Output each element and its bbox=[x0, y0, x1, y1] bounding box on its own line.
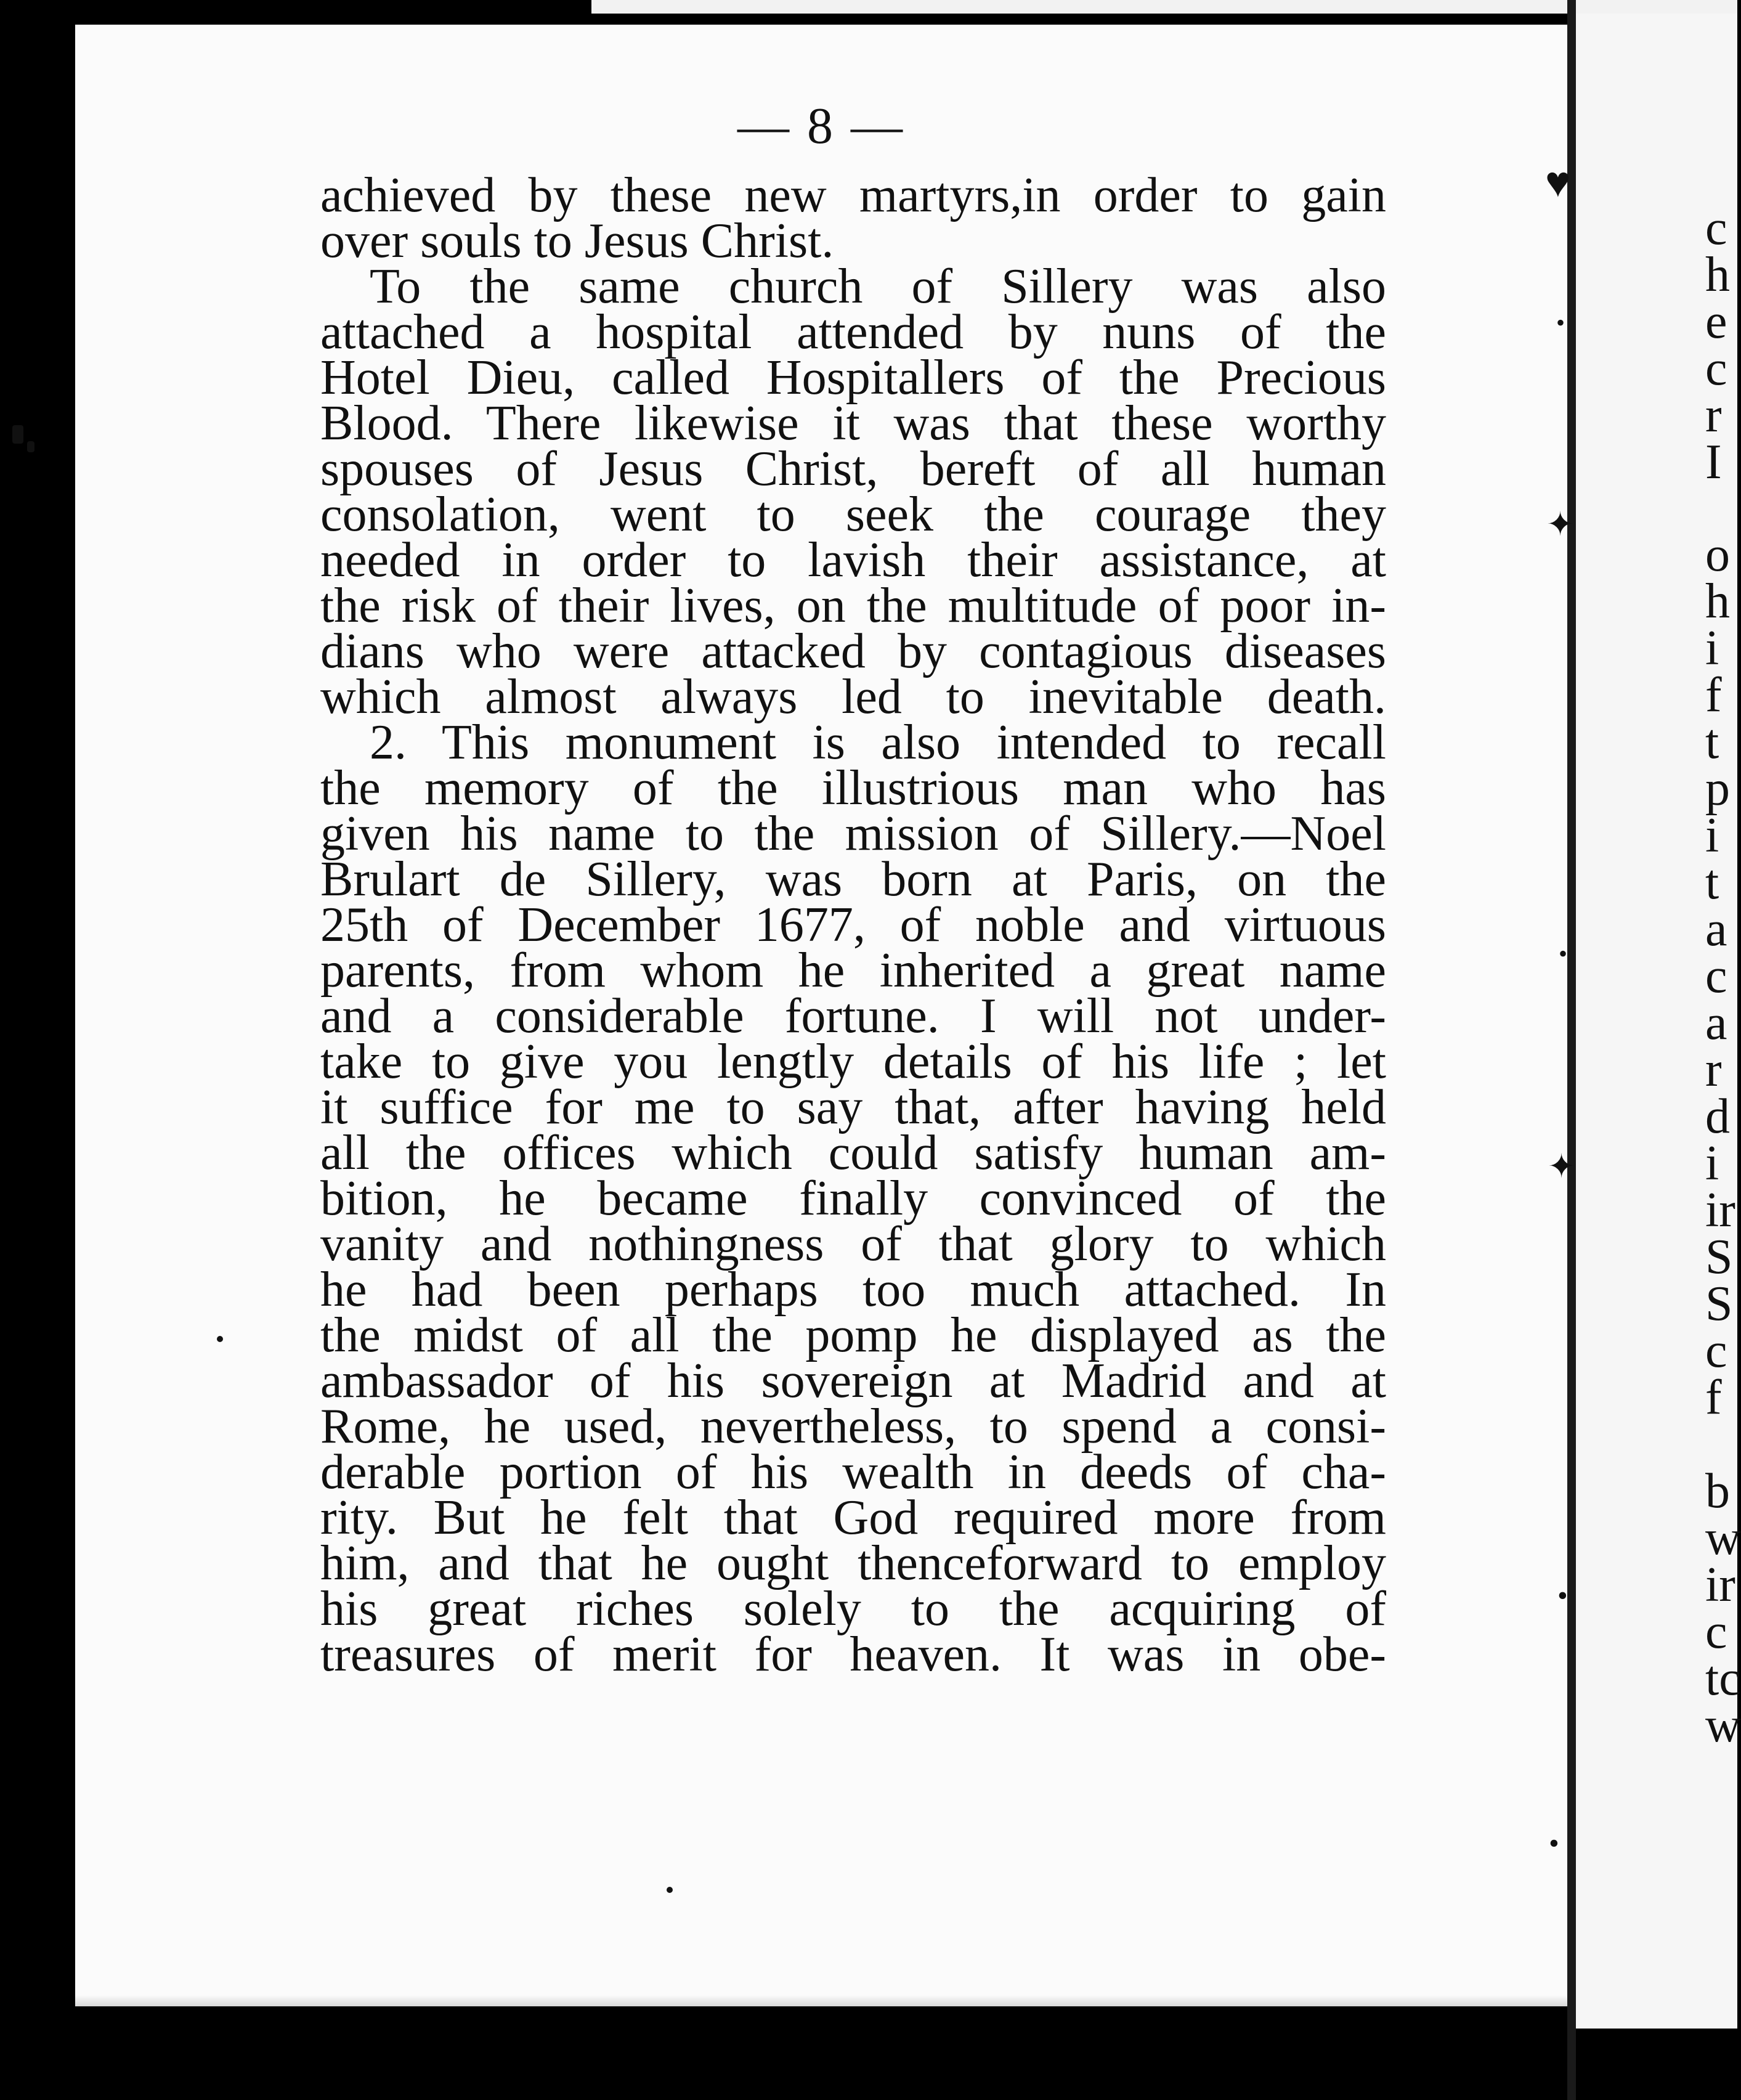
facing-page-fragment: t bbox=[1705, 715, 1719, 769]
facing-page-fragment: ir bbox=[1705, 1183, 1735, 1237]
text-line: the risk of their lives, on the multitude of poor in- bbox=[320, 579, 1386, 633]
text-line: him, and that he ought thenceforward to employ bbox=[320, 1536, 1386, 1590]
text-line: Brulart de Sillery, was born at Paris, on the bbox=[320, 852, 1386, 906]
scan-speck bbox=[12, 425, 23, 444]
scan-speck bbox=[667, 1887, 673, 1893]
facing-page-fragment: S bbox=[1705, 1277, 1733, 1331]
scan-speck bbox=[217, 1336, 223, 1342]
text-line: attached a hospital attended by nuns of the bbox=[320, 305, 1386, 359]
facing-page-fragment: i bbox=[1705, 621, 1719, 675]
facing-page-fragment: S bbox=[1705, 1230, 1733, 1284]
text-line: parents, from whom he inherited a great name bbox=[320, 943, 1386, 998]
page-fold bbox=[1567, 0, 1576, 2100]
facing-page-fragment: r bbox=[1705, 1043, 1722, 1097]
text-line: dians who were attacked by contagious diseases bbox=[320, 624, 1386, 678]
text-line: vanity and nothingness of that glory to which bbox=[320, 1217, 1386, 1271]
facing-page-fragment: h bbox=[1705, 574, 1730, 629]
text-line: derable portion of his wealth in deeds of cha- bbox=[320, 1445, 1386, 1499]
facing-page-fragment: a bbox=[1705, 996, 1727, 1050]
text-line: over souls to Jesus Christ. bbox=[320, 214, 834, 268]
text-line: needed in order to lavish their assistance, at bbox=[320, 533, 1386, 587]
text-line: take to give you lengtly details of his life ; let bbox=[320, 1035, 1386, 1089]
page-number: — 8 — bbox=[737, 97, 905, 155]
text-line: he had been perhaps too much attached. In bbox=[320, 1263, 1386, 1317]
facing-page-fragment: w bbox=[1705, 1511, 1741, 1565]
text-line: Hotel Dieu, called Hospitallers of the Precious bbox=[320, 351, 1386, 405]
facing-page-fragment: f bbox=[1705, 668, 1722, 722]
facing-page-fragment: b bbox=[1705, 1464, 1730, 1518]
page-body-text bbox=[320, 168, 1386, 1682]
facing-page-fragment: c bbox=[1705, 1605, 1727, 1659]
text-line: To the same church of Sillery was also bbox=[370, 259, 1386, 314]
text-line: spouses of Jesus Christ, bereft of all human bbox=[320, 442, 1386, 496]
facing-page-fragment: c bbox=[1705, 201, 1727, 255]
text-line: treasures of merit for heaven. It was in obe- bbox=[320, 1627, 1386, 1682]
text-line: given his name to the mission of Sillery.—Noel bbox=[320, 807, 1386, 861]
text-line: consolation, went to seek the courage they bbox=[320, 487, 1386, 542]
binding-mark: ✦ bbox=[1548, 1148, 1576, 1185]
binding-mark: ♥ bbox=[1545, 159, 1571, 206]
binding-mark: • bbox=[1549, 1827, 1559, 1860]
binding-mark: • bbox=[1559, 940, 1568, 967]
facing-page-fragment: tc bbox=[1705, 1651, 1741, 1706]
text-line: his great riches solely to the acquiring of bbox=[320, 1582, 1386, 1636]
text-line: 2. This monument is also intended to recall bbox=[370, 715, 1386, 770]
facing-page-fragment: a bbox=[1705, 902, 1727, 956]
facing-page-fragment: c bbox=[1705, 949, 1727, 1003]
text-line: the memory of the illustrious man who has bbox=[320, 761, 1386, 815]
facing-page-fragment: f bbox=[1705, 1370, 1722, 1425]
facing-page-fragment: i bbox=[1705, 808, 1719, 863]
facing-page-fragment: o bbox=[1705, 527, 1730, 582]
facing-page-fragment: c bbox=[1705, 341, 1727, 396]
text-line: Blood. There likewise it was that these worthy bbox=[320, 396, 1386, 450]
text-line: ambassador of his sovereign at Madrid and at bbox=[320, 1354, 1386, 1408]
facing-page-fragment: p bbox=[1705, 762, 1730, 816]
facing-page-fragment: d bbox=[1705, 1089, 1730, 1144]
text-line: 25th of December 1677, of noble and virtuous bbox=[320, 898, 1386, 952]
text-line: which almost always led to inevitable death. bbox=[320, 670, 1386, 724]
text-line: and a considerable fortune. I will not under- bbox=[320, 989, 1386, 1043]
facing-page-fragment: w bbox=[1705, 1698, 1741, 1752]
binding-mark: • bbox=[1557, 1579, 1568, 1612]
text-line: it suffice for me to say that, after having held bbox=[320, 1080, 1386, 1134]
facing-page-fragment: t bbox=[1705, 855, 1719, 910]
text-line: achieved by these new martyrs,in order to gain bbox=[320, 168, 1386, 222]
binding-mark: ✦ bbox=[1546, 506, 1575, 543]
facing-page-fragment: r bbox=[1705, 388, 1722, 442]
adjacent-page-top-edge bbox=[591, 0, 1737, 14]
facing-page-fragment: h bbox=[1705, 248, 1730, 302]
facing-page-fragment: ir bbox=[1705, 1558, 1735, 1612]
facing-page-fragment: c bbox=[1705, 1324, 1727, 1378]
text-line: rity. But he felt that God required more from bbox=[320, 1491, 1386, 1545]
binding-mark: • bbox=[1556, 309, 1565, 336]
facing-page-fragment: I bbox=[1705, 435, 1722, 489]
text-line: all the offices which could satisfy human am- bbox=[320, 1126, 1386, 1180]
facing-page-fragment: i bbox=[1705, 1136, 1719, 1190]
facing-page-fragment: e bbox=[1705, 295, 1727, 349]
text-line: bition, he became finally convinced of the bbox=[320, 1171, 1386, 1226]
text-line: the midst of all the pomp he displayed as the bbox=[320, 1308, 1386, 1362]
scan-speck bbox=[27, 441, 34, 452]
text-line: Rome, he used, nevertheless, to spend a consi- bbox=[320, 1399, 1386, 1454]
